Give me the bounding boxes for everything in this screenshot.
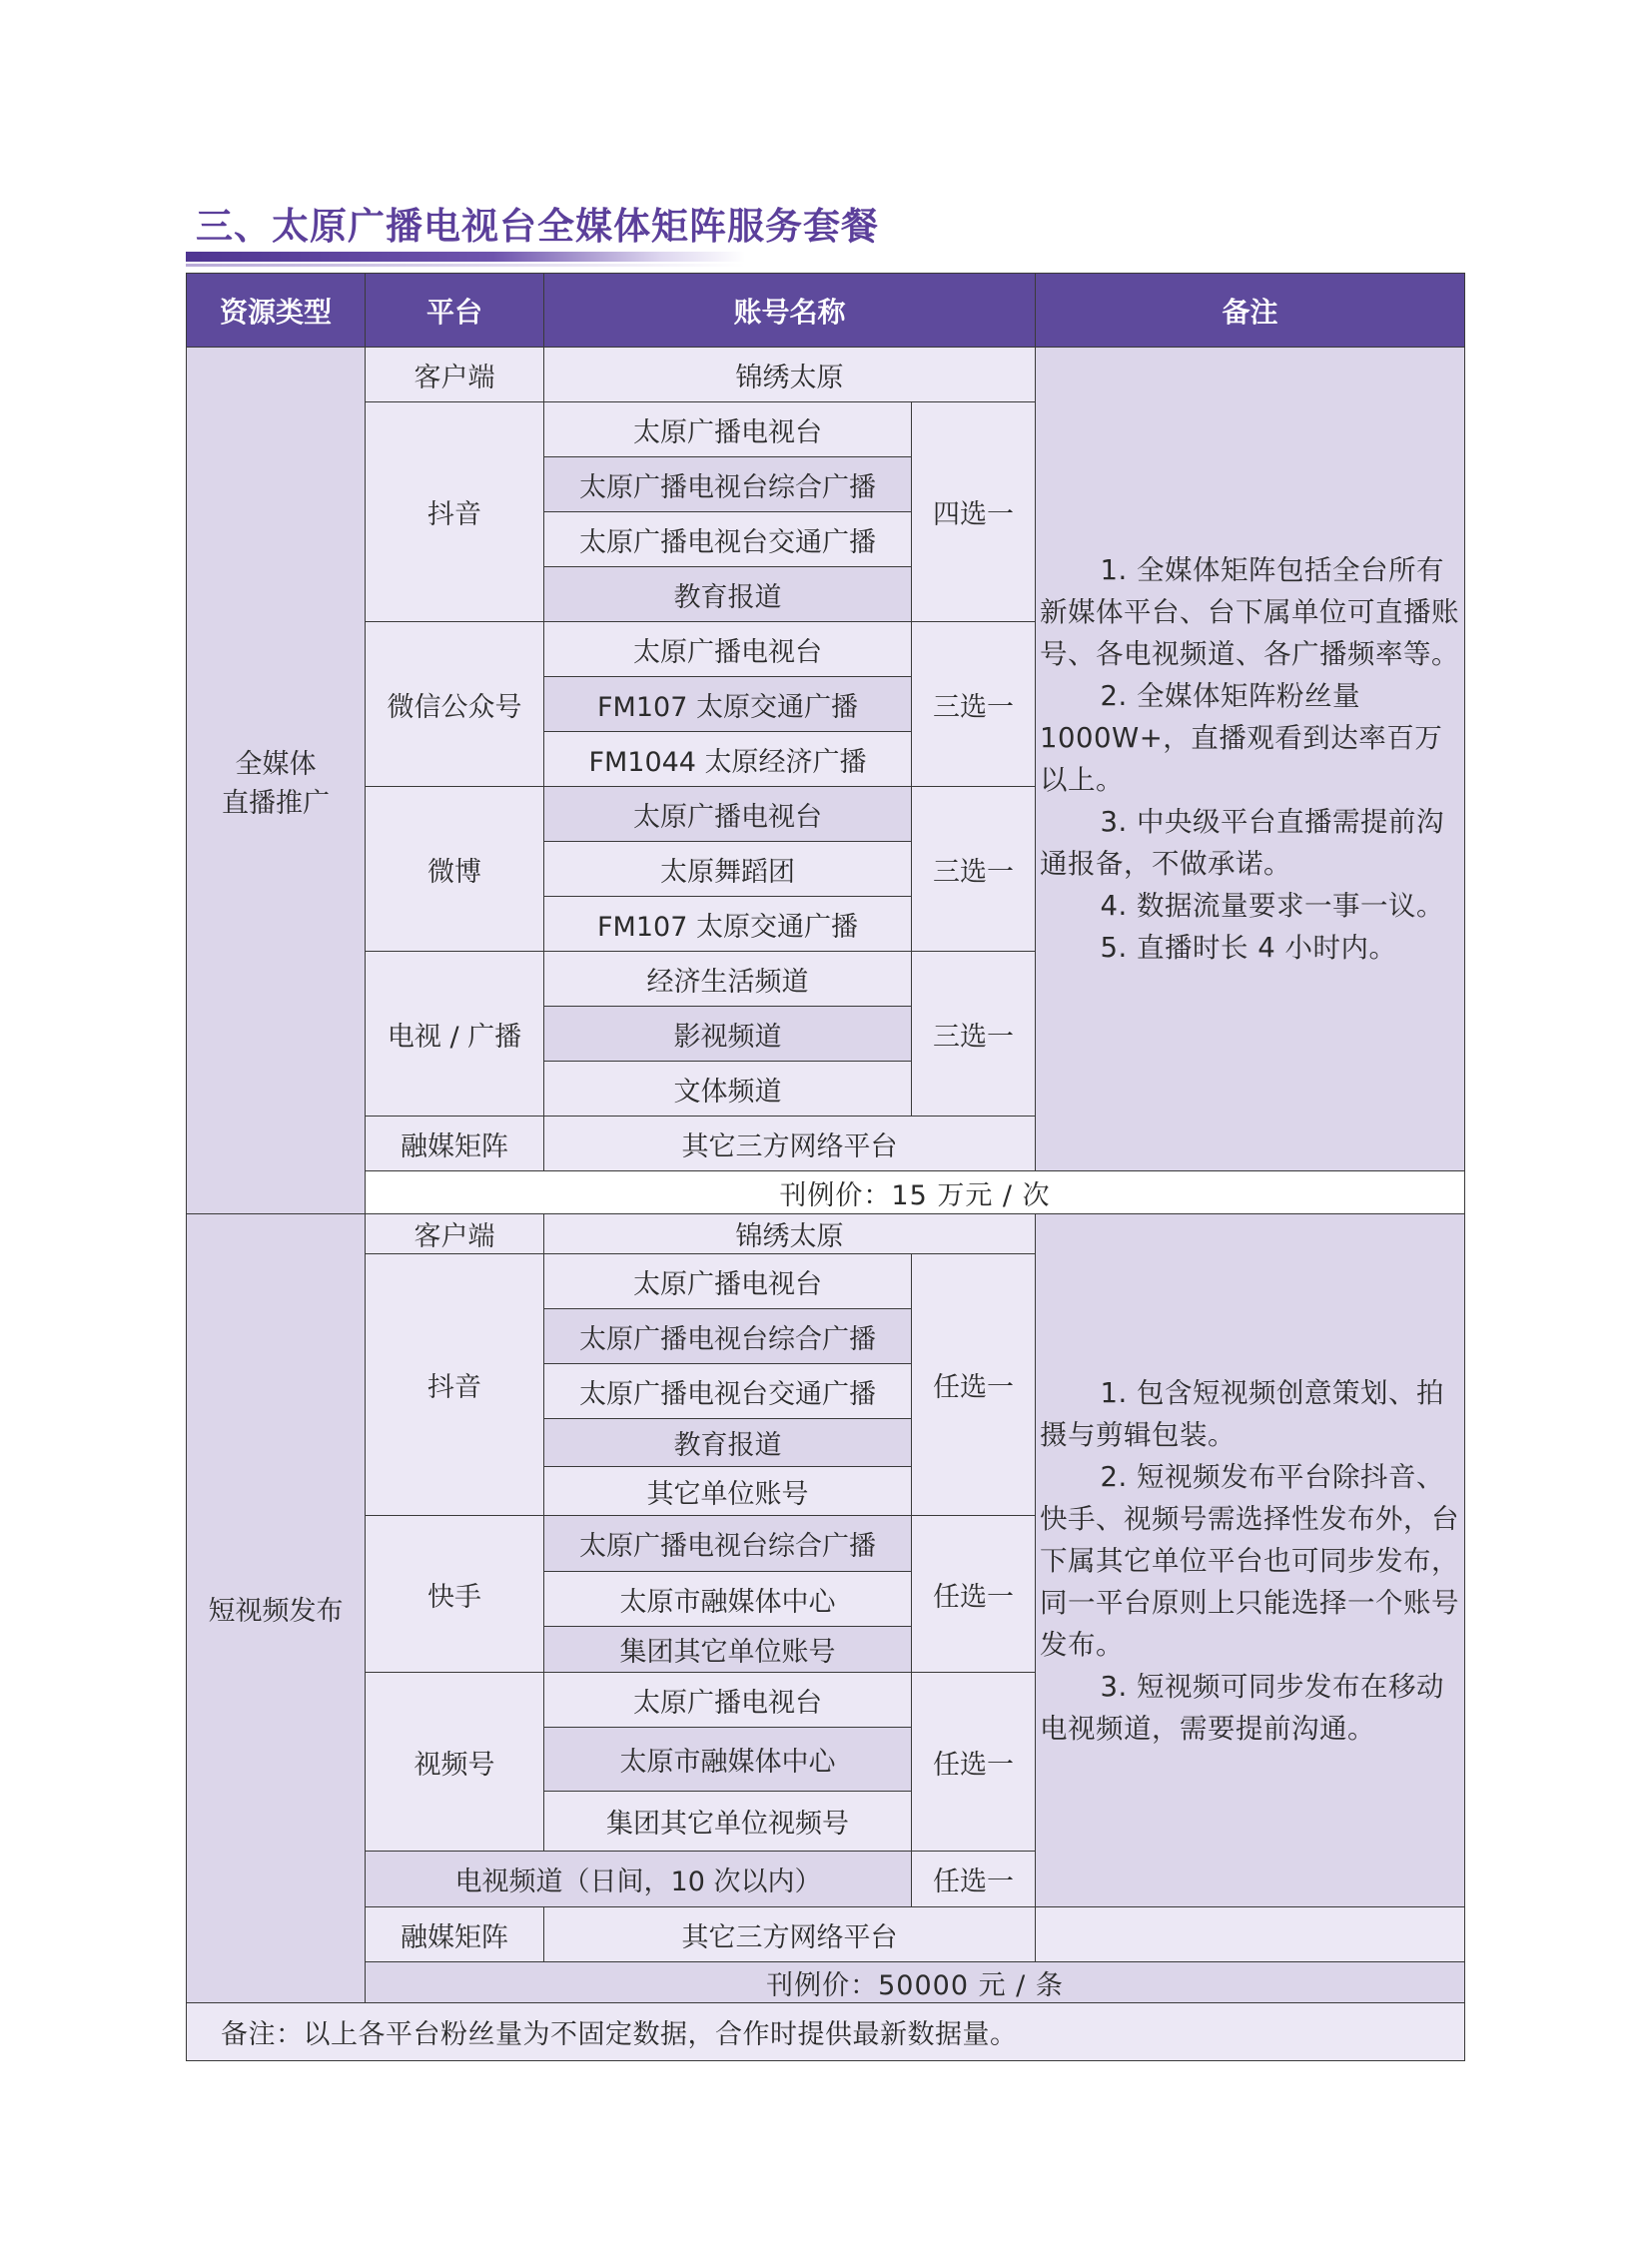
section1-tv-platform: 电视 / 广播 — [366, 952, 544, 1117]
section1-douyin-platform: 抖音 — [366, 402, 544, 622]
section1-douyin-account-2: 太原广播电视台综合广播 — [544, 457, 912, 512]
page-title: 三、太原广播电视台全媒体矩阵服务套餐 — [196, 205, 879, 248]
section2-douyin-account-2: 太原广播电视台综合广播 — [544, 1309, 912, 1364]
section2-kuaishou-platform: 快手 — [366, 1516, 544, 1673]
header-resource-type: 资源类型 — [187, 274, 366, 348]
section1-matrix-platform: 融媒矩阵 — [366, 1117, 544, 1171]
service-package-table — [186, 273, 1465, 2061]
title-underline-bar — [186, 252, 745, 262]
section2-kuaishou-account-1: 太原广播电视台综合广播 — [544, 1516, 912, 1572]
section1-note-2: 2. 全媒体矩阵粉丝量 1000W+，直播观看到达率百万以上。 — [1040, 680, 1443, 796]
section2-note-3: 3. 短视频可同步发布在移动电视频道，需要提前沟通。 — [1040, 1670, 1444, 1745]
header-account-name: 账号名称 — [544, 274, 1036, 348]
section2-douyin-account-4: 教育报道 — [544, 1419, 912, 1467]
section2-video-account-2: 太原市融媒体中心 — [544, 1728, 912, 1792]
table-header-row — [187, 274, 1465, 348]
section2-douyin-account-3: 太原广播电视台交通广播 — [544, 1364, 912, 1419]
section2-tv-channel: 电视频道（日间，10 次以内） — [366, 1852, 912, 1907]
section1-weibo-select: 三选一 — [912, 787, 1036, 952]
section2-matrix-platform: 融媒矩阵 — [366, 1907, 544, 1962]
section1-price: 刊例价：15 万元 / 次 — [366, 1171, 1465, 1214]
section1-matrix-account: 其它三方网络平台 — [544, 1117, 1036, 1171]
section1-client-platform: 客户端 — [366, 348, 544, 402]
section1-note-3: 3. 中央级平台直播需提前沟通报备，不做承诺。 — [1040, 806, 1444, 880]
table-row — [187, 1171, 1465, 1214]
section1-tv-select: 三选一 — [912, 952, 1036, 1117]
section1-tv-account-2: 影视频道 — [544, 1007, 912, 1062]
section2-matrix-account: 其它三方网络平台 — [544, 1907, 1036, 1962]
section2-note-1: 1. 包含短视频创意策划、拍摄与剪辑包装。 — [1040, 1376, 1444, 1451]
section1-wechat-select: 三选一 — [912, 622, 1036, 787]
section1-weibo-account-2: 太原舞蹈团 — [544, 842, 912, 897]
section2-video-select: 任选一 — [912, 1673, 1036, 1852]
section1-weibo-account-3: FM107 太原交通广播 — [544, 897, 912, 952]
section2-douyin-platform: 抖音 — [366, 1254, 544, 1516]
section2-matrix-note-empty — [1036, 1907, 1465, 1962]
section2-tv-select: 任选一 — [912, 1852, 1036, 1907]
table-row — [187, 2003, 1465, 2061]
header-platform: 平台 — [366, 274, 544, 348]
section1-douyin-account-1: 太原广播电视台 — [544, 402, 912, 457]
section2-price: 刊例价：50000 元 / 条 — [366, 1962, 1465, 2003]
section1-weibo-account-1: 太原广播电视台 — [544, 787, 912, 842]
section2-kuaishou-account-2: 太原市融媒体中心 — [544, 1572, 912, 1627]
section1-type-line2: 直播推广 — [222, 787, 330, 819]
section2-client-account: 锦绣太原 — [544, 1214, 1036, 1254]
section2-note-2: 2. 短视频发布平台除抖音、快手、视频号需选择性发布外，台下属其它单位平台也可同步发布，同一平台原则上只能选择一个账号发布。 — [1040, 1460, 1460, 1661]
section2-douyin-select: 任选一 — [912, 1254, 1036, 1516]
section1-douyin-select: 四选一 — [912, 402, 1036, 622]
section1-douyin-account-3: 太原广播电视台交通广播 — [544, 512, 912, 567]
section1-client-account: 锦绣太原 — [544, 348, 1036, 402]
section1-weibo-platform: 微博 — [366, 787, 544, 952]
section1-douyin-account-4: 教育报道 — [544, 567, 912, 622]
table-row — [187, 1962, 1465, 2003]
section2-kuaishou-select: 任选一 — [912, 1516, 1036, 1673]
section2-douyin-account-5: 其它单位账号 — [544, 1467, 912, 1516]
section1-note-1: 1. 全媒体矩阵包括全台所有新媒体平台、台下属单位可直播账号、各电视频道、各广播频率等。 — [1040, 554, 1460, 670]
section2-client-platform: 客户端 — [366, 1214, 544, 1254]
section1-notes — [1036, 348, 1465, 1171]
section2-kuaishou-account-3: 集团其它单位账号 — [544, 1627, 912, 1673]
section1-note-5: 5. 直播时长 4 小时内。 — [1100, 932, 1397, 964]
section2-douyin-account-1: 太原广播电视台 — [544, 1254, 912, 1309]
header-remarks: 备注 — [1036, 274, 1465, 348]
section1-tv-account-3: 文体频道 — [544, 1062, 912, 1117]
section1-wechat-account-3: FM1044 太原经济广播 — [544, 732, 912, 787]
section2-notes — [1036, 1214, 1465, 1907]
section1-tv-account-1: 经济生活频道 — [544, 952, 912, 1007]
section1-wechat-platform: 微信公众号 — [366, 622, 544, 787]
section2-video-account-3: 集团其它单位视频号 — [544, 1792, 912, 1852]
section2-video-account-1: 太原广播电视台 — [544, 1673, 912, 1728]
table-row — [187, 1907, 1465, 1962]
footer-remark: 备注：以上各平台粉丝量为不固定数据，合作时提供最新数据量。 — [187, 2003, 1465, 2061]
section1-wechat-account-1: 太原广播电视台 — [544, 622, 912, 677]
table-row — [187, 348, 1465, 402]
section1-wechat-account-2: FM107 太原交通广播 — [544, 677, 912, 732]
section1-type-line1: 全媒体 — [235, 748, 317, 780]
section2-video-platform: 视频号 — [366, 1673, 544, 1852]
section1-type-cell — [187, 348, 366, 1214]
title-underline-thin — [186, 264, 745, 267]
table-row — [187, 1214, 1465, 1254]
section2-type-cell: 短视频发布 — [187, 1214, 366, 2003]
section1-note-4: 4. 数据流量要求一事一议。 — [1100, 890, 1444, 922]
